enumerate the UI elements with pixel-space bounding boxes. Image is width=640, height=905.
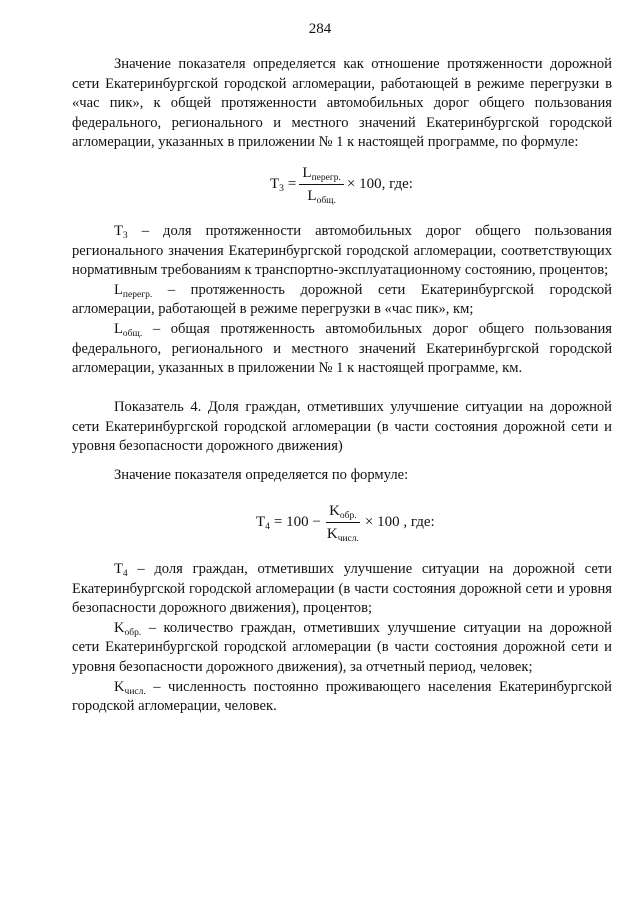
formula-t3-equals: = bbox=[287, 176, 297, 192]
formula-t3-rest: × 100, где: bbox=[346, 176, 413, 192]
formula-t3-denominator: $L_{общ.}$ bbox=[307, 188, 336, 206]
definition-l-obsch: $L_{общ.}$ – общая протяженность автомобильных дорог общего пользования федерального, регионального и местного значений Екатеринбургской городской агломерации, указанных в приложении № 1 к настоящей программе, км. bbox=[72, 320, 612, 377]
page-number: 284 bbox=[308, 21, 332, 37]
formula-t3-lhs: $T_3$ bbox=[270, 176, 284, 194]
definition-l-peregr: $L_{перегр.}$ – протяженность дорожной сети Екатеринбургской городской агломерации, работающей в режиме перегрузки в «час пик», км; bbox=[72, 281, 612, 318]
formula-t4-equals: = 100 − bbox=[273, 514, 321, 530]
formula-t4-denominator: $K_{числ.}$ bbox=[326, 526, 359, 544]
intro2-block bbox=[72, 466, 612, 486]
definition-t4: $T_4$ – доля граждан, отметивших улучшение ситуации на дорожной сети Екатеринбургской городской агломерации (в части состояния дорожной сети и уровня безопасности дорожного движения), процентов; bbox=[72, 561, 612, 617]
formula-t4-fraction bbox=[324, 502, 362, 543]
definitions-t4 bbox=[72, 560, 612, 717]
formula-t4-numerator: $K_{обр.}$ bbox=[326, 502, 360, 523]
indicator4-block bbox=[72, 398, 612, 457]
formula-t3 bbox=[270, 164, 413, 205]
definition-k-obr: $K_{обр.}$ – количество граждан, отметивших улучшение ситуации на дорожной сети Екатеринбургской городской агломерации (в части состояния дорожной сети и уровня безопасности дорожного движения), за отчетный период, человек; bbox=[72, 619, 612, 675]
definition-t3: $T_3$ – доля протяженности автомобильных дорог общего пользования регионального значения Екатеринбургской городской агломерации, соответствующих нормативным требованиям к транспортно-эксплуатационному состоянию, процентов; bbox=[72, 223, 612, 279]
definition-k-chisl: $K_{числ.}$ – численность постоянно проживающего населения Екатеринбургской городской агломерации, человек. bbox=[72, 678, 612, 715]
formula-t3-fraction bbox=[299, 164, 343, 205]
intro2-paragraph: Значение показателя определяется по формуле: bbox=[114, 467, 409, 483]
formula-t4-lhs: $T_4$ bbox=[256, 514, 270, 532]
intro-paragraph: Значение показателя определяется как отношение протяженности дорожной сети Екатеринбургской городской агломерации, работающей в режиме перегрузки в «час пик», к общей протяженности автомобильных дорог общего пользования федерального, регионального и местного значений Екатеринбургской городской агломерации, указанных в приложении № 1 к настоящей программе, по формуле: bbox=[72, 56, 612, 151]
definitions-t3 bbox=[72, 222, 612, 379]
intro-paragraph-block bbox=[72, 55, 612, 153]
indicator4-heading: Показатель 4. Доля граждан, отметивших улучшение ситуации на дорожной сети Екатеринбургской городской агломерации (в части состояния дорожной сети и уровня безопасности дорожного движения) bbox=[72, 399, 612, 455]
formula-t4 bbox=[256, 502, 435, 543]
formula-t3-numerator: $L_{перегр.}$ bbox=[299, 164, 343, 185]
formula-t4-rest: × 100 , где: bbox=[364, 514, 435, 530]
